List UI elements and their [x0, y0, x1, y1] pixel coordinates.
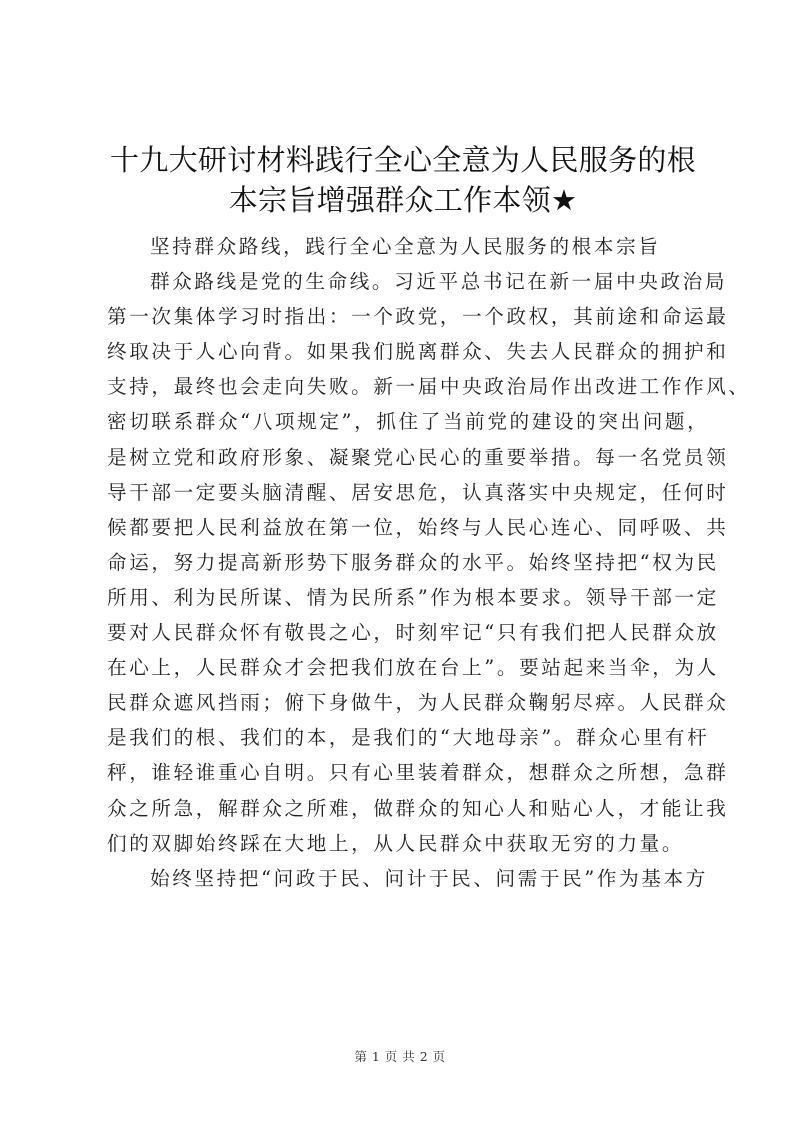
- paragraph-line: 要对人民群众怀有敬畏之心，时刻牢记“只有我们把人民群众放: [107, 621, 719, 645]
- paragraph-line: 众之所急，解群众之所难，做群众的知心人和贴心人，才能让我: [107, 796, 729, 820]
- paragraph-line: 命运，努力提高新形势下服务群众的水平。始终坚持把“权为民: [107, 550, 719, 574]
- paragraph-line: 民群众遮风挡雨；俯下身做牛，为人民群众鞠躬尽瘁。人民群众: [107, 691, 729, 715]
- section-heading: 坚持群众路线，践行全心全意为人民服务的根本宗旨: [150, 235, 661, 258]
- paragraph-line: 在心上，人民群众才会把我们放在台上”。要站起来当伞，为人: [107, 656, 719, 680]
- paragraph-line: 群众路线是党的生命线。习近平总书记在新一届中央政治局: [150, 270, 728, 294]
- page-footer-page-number: 第 1 页 共 2 页: [354, 1049, 446, 1064]
- paragraph-line: 是我们的根、我们的本，是我们的“大地母亲”。群众心里有杆: [107, 726, 710, 750]
- paragraph-line: 秤，谁轻谁重心自明。只有心里装着群众，想群众之所想，急群: [107, 761, 729, 785]
- paragraph-line: 导干部一定要头脑清醒、居安思危，认真落实中央规定，任何时: [107, 480, 729, 504]
- paragraph-line: 终取决于人心向背。如果我们脱离群众、失去人民群众的拥护和: [107, 340, 729, 364]
- paragraph-line: 候都要把人民利益放在第一位，始终与人民心连心、同呼吸、共: [107, 515, 729, 539]
- paragraph-line: 密切联系群众“八项规定”，抓住了当前党的建设的突出问题，: [107, 410, 710, 434]
- paragraph-line: 所用、利为民所谋、情为民所系”作为根本要求。领导干部一定: [107, 585, 719, 609]
- title-line-2: 本宗旨增强群众工作本领★: [228, 183, 578, 217]
- paragraph-line: 是树立党和政府形象、凝聚党心民心的重要举措。每一名党员领: [107, 445, 729, 469]
- paragraph-line: 始终坚持把“问政于民、问计于民、问需于民”作为基本方: [150, 866, 708, 890]
- title-line-1: 十九大研讨材料践行全心全意为人民服务的根: [109, 143, 696, 177]
- paragraph-line: 第一次集体学习时指出：一个政党，一个政权，其前途和命运最: [107, 305, 729, 329]
- document-title: [100, 140, 706, 220]
- paragraph-line: 支持，最终也会走向失败。新一届中央政治局作出改进工作作风、: [107, 375, 751, 399]
- paragraph-line: 们的双脚始终踩在大地上，从人民群众中获取无穷的力量。: [107, 831, 685, 855]
- document-body: [107, 229, 751, 896]
